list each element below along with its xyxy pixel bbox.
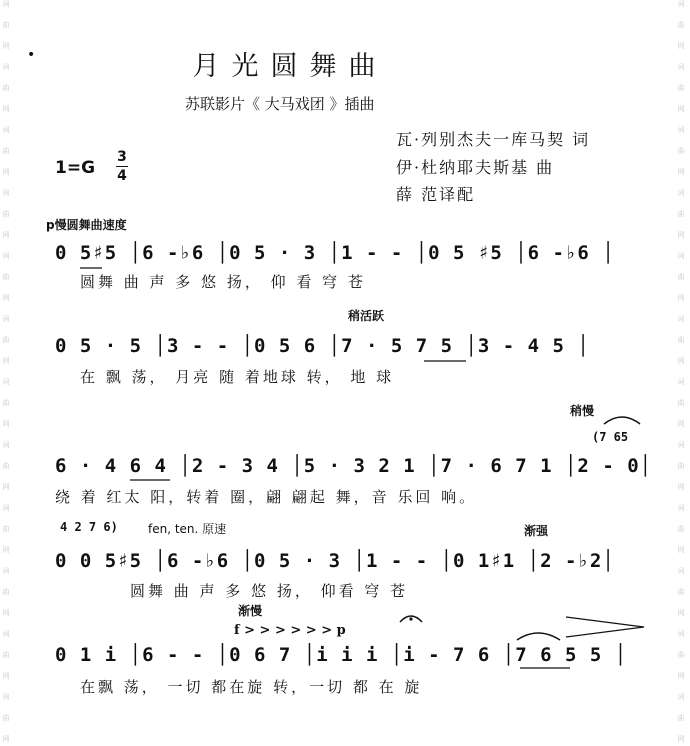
fermata-dot — [409, 617, 412, 620]
watermark-glyph: 词 — [2, 126, 10, 134]
pickup-notes-3: (7 65 — [592, 430, 629, 444]
credit-translator: 薛 范译配 — [396, 185, 476, 204]
watermark-glyph: 曲 — [677, 399, 685, 407]
watermark-glyph: 词 — [677, 252, 685, 260]
watermark-glyph: 词 — [677, 378, 685, 386]
watermark-glyph: 网 — [2, 735, 10, 743]
watermark-glyph: 词 — [677, 63, 685, 71]
watermark-glyph: 网 — [677, 420, 685, 428]
watermark-glyph: 网 — [2, 672, 10, 680]
watermark-glyph: 词 — [2, 630, 10, 638]
watermark-glyph: 曲 — [677, 651, 685, 659]
watermark-glyph: 曲 — [677, 525, 685, 533]
watermark-glyph: 词 — [677, 504, 685, 512]
notation-line-1: 0 5♯5 │6 -♭6 │0 5 · 3 │1 - - │0 5 ♯5 │6 -♭6 │ — [55, 242, 615, 264]
watermark-glyph: 曲 — [677, 273, 685, 281]
watermark-glyph: 网 — [677, 546, 685, 554]
key-signature: 1=G — [55, 158, 96, 178]
tempo-mark-1: p慢圆舞曲速度 — [46, 218, 127, 232]
time-signature-bottom: 4 — [117, 168, 127, 184]
watermark-glyph: 网 — [677, 357, 685, 365]
time-signature-top: 3 — [117, 149, 127, 165]
watermark-glyph: 词 — [677, 315, 685, 323]
notation-line-3: 6 · 4 6 4 │2 - 3 4 │5 · 3 2 1 │7 · 6 7 1 │2 - 0│ — [55, 455, 653, 477]
watermark-glyph: 网 — [2, 168, 10, 176]
watermark-glyph: 网 — [2, 546, 10, 554]
watermark-glyph: 曲 — [2, 147, 10, 155]
page-title: 月光圆舞曲 — [192, 51, 388, 82]
subtitle: 苏联影片《 大马戏团 》插曲 — [185, 95, 375, 113]
watermark-glyph: 曲 — [2, 588, 10, 596]
watermark-glyph: 词 — [677, 567, 685, 575]
dynamics-line-5: f > > > > > > p — [234, 623, 346, 638]
watermark-glyph: 词 — [2, 441, 10, 449]
notation-line-4: 0 0 5♯5 │6 -♭6 │0 5 · 3 │1 - - │0 1♯1 │2 -♭2│ — [55, 550, 615, 572]
watermark-glyph: 曲 — [677, 462, 685, 470]
notation-line-2: 0 5 · 5 │3 - - │0 5 6 │7 · 5 7 5 │3 - 4 5 │ — [55, 335, 590, 357]
watermark-glyph: 词 — [677, 441, 685, 449]
watermark-glyph: 网 — [677, 735, 685, 743]
watermark-glyph: 词 — [677, 189, 685, 197]
watermark-glyph: 网 — [2, 294, 10, 302]
watermark-glyph: 词 — [2, 63, 10, 71]
watermark-glyph: 曲 — [2, 462, 10, 470]
lyric-line-5: 在飘 荡， 一切 都在旋 转，一切 都 在 旋 — [80, 678, 423, 696]
watermark-glyph: 网 — [677, 105, 685, 113]
pickup-notes-4: 4 2 7 6) — [60, 520, 118, 534]
notation-line-5: 0 1 i │6 - - │0 6 7 │i i i │i - 7 6 │7 6 5 5 │ — [55, 644, 628, 666]
watermark-glyph: 曲 — [2, 21, 10, 29]
watermark-glyph: 词 — [2, 252, 10, 260]
watermark-glyph: 曲 — [2, 714, 10, 722]
watermark-glyph: 网 — [2, 609, 10, 617]
watermark-glyph: 网 — [677, 42, 685, 50]
watermark-glyph: 曲 — [2, 84, 10, 92]
watermark-glyph: 词 — [2, 378, 10, 386]
watermark-glyph: 词 — [2, 0, 10, 8]
watermark-glyph: 曲 — [2, 273, 10, 281]
lyric-line-1: 圆舞 曲 声 多 悠 扬， 仰 看 穹 苍 — [80, 273, 366, 291]
watermark-glyph: 词 — [677, 693, 685, 701]
dynamic-crescendo: 渐强 — [524, 524, 549, 538]
watermark-glyph: 词 — [677, 126, 685, 134]
watermark-glyph: 网 — [2, 42, 10, 50]
tempo-mark-5: 渐慢 — [238, 604, 263, 618]
watermark-glyph: 网 — [677, 609, 685, 617]
watermark-glyph: 曲 — [677, 84, 685, 92]
watermark-glyph: 网 — [2, 231, 10, 239]
watermark-glyph: 曲 — [677, 714, 685, 722]
watermark-glyph: 网 — [2, 483, 10, 491]
watermark-glyph: 曲 — [2, 525, 10, 533]
watermark-glyph: 网 — [2, 420, 10, 428]
lyric-line-2: 在 飘 荡， 月亮 随 着地球 转， 地 球 — [80, 368, 395, 386]
watermark-glyph: 网 — [677, 168, 685, 176]
tempo-mark-2: 稍活跃 — [348, 309, 385, 323]
watermark-glyph: 曲 — [677, 588, 685, 596]
decrescendo-hairpin — [566, 617, 644, 637]
tempo-mark-4: fen, ten. 原速 — [148, 522, 227, 536]
watermark-glyph: 曲 — [2, 336, 10, 344]
stray-dot: • — [27, 47, 36, 63]
watermark-glyph: 曲 — [677, 210, 685, 218]
watermark-glyph: 网 — [677, 231, 685, 239]
tempo-mark-3: 稍慢 — [570, 404, 595, 418]
credit-lyricist: 瓦·列别杰夫一库马契 词 — [396, 130, 591, 149]
watermark-glyph: 曲 — [677, 21, 685, 29]
watermark-glyph: 曲 — [677, 336, 685, 344]
watermark-glyph: 曲 — [2, 651, 10, 659]
watermark-glyph: 网 — [677, 294, 685, 302]
watermark-glyph: 词 — [2, 504, 10, 512]
watermark-glyph: 曲 — [2, 210, 10, 218]
watermark-glyph: 曲 — [2, 399, 10, 407]
watermark-glyph: 词 — [677, 0, 685, 8]
watermark-glyph: 网 — [677, 672, 685, 680]
watermark-glyph: 网 — [2, 357, 10, 365]
watermark-glyph: 词 — [677, 630, 685, 638]
watermark-glyph: 词 — [2, 693, 10, 701]
watermark-glyph: 词 — [2, 315, 10, 323]
slur-mark-2 — [517, 633, 560, 640]
watermark-glyph: 网 — [2, 105, 10, 113]
watermark-glyph: 曲 — [677, 147, 685, 155]
watermark-glyph: 网 — [677, 483, 685, 491]
watermark-glyph: 词 — [2, 189, 10, 197]
lyric-line-4: 圆舞 曲 声 多 悠 扬， 仰看 穹 苍 — [130, 582, 409, 600]
watermark-glyph: 词 — [2, 567, 10, 575]
credit-composer: 伊·杜纳耶夫斯基 曲 — [396, 158, 555, 177]
lyric-line-3: 绕 着 红太 阳，转着 圈，翩 翩起 舞，音 乐回 响。 — [55, 488, 478, 506]
slur-mark — [604, 417, 640, 424]
